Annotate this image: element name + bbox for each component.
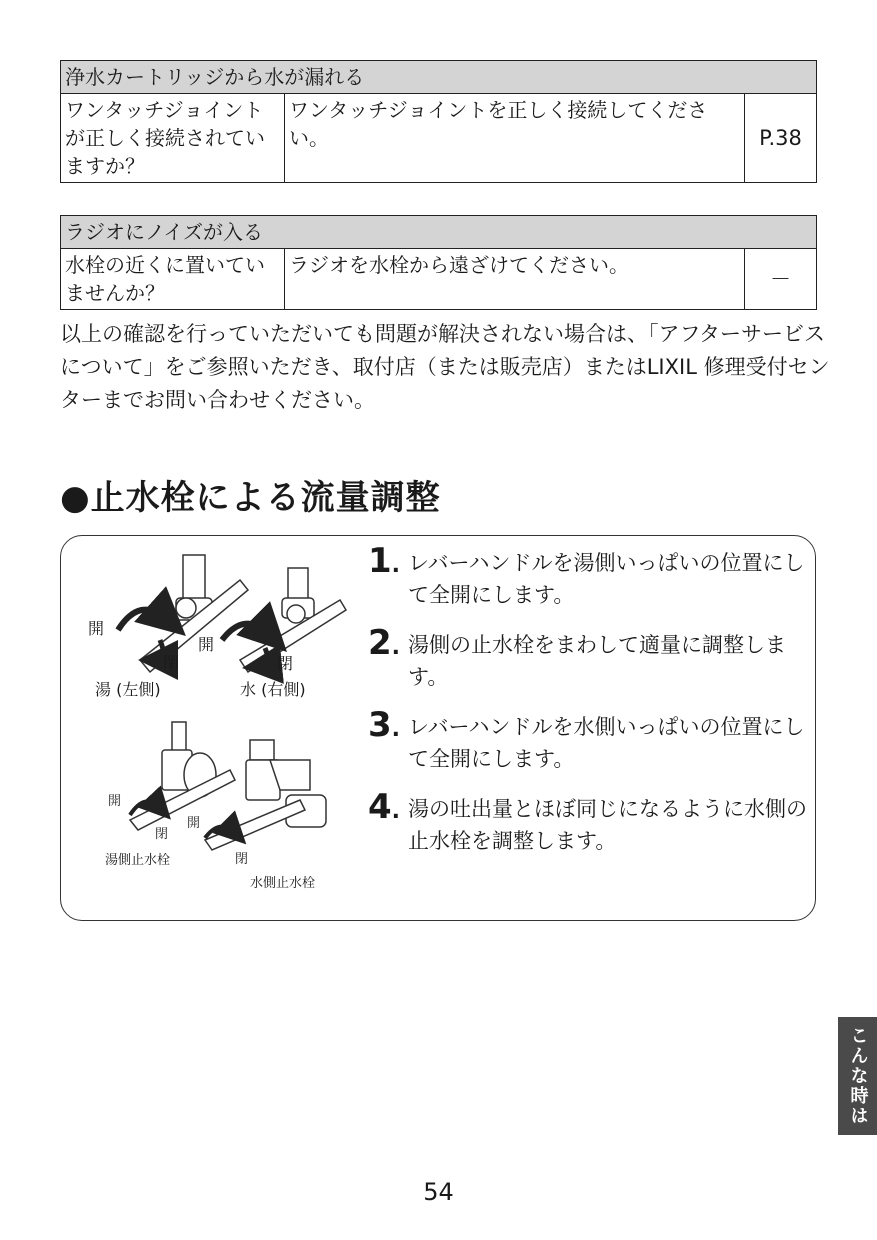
check-cell: ワンタッチジョイントが正しく接続されていますか？ xyxy=(61,94,285,183)
section-title: ●止水栓による流量調整 xyxy=(60,478,441,518)
open-label: 開 xyxy=(198,635,215,654)
page-ref-cell: P.38 xyxy=(745,94,817,183)
rotate-arrow-icon xyxy=(222,624,270,640)
step-text: レバーハンドルを水側いっぱいの位置にして全開にします。 xyxy=(408,715,805,771)
step-item xyxy=(368,787,808,857)
close-label: 閉 xyxy=(277,654,294,673)
open-label: 開 xyxy=(187,816,201,831)
hot-valve-label: 湯側止水栓 xyxy=(105,853,171,868)
check-cell: 水栓の近くに置いていませんか？ xyxy=(61,249,285,310)
step-number: 3 . xyxy=(368,707,400,748)
step-number: 4 . xyxy=(368,789,400,830)
cold-valve-label: 水側止水栓 xyxy=(250,876,316,891)
step-item xyxy=(368,541,808,611)
action-cell: ワンタッチジョイントを正しく接続してください。 xyxy=(285,94,745,183)
step-list xyxy=(368,541,808,875)
hot-side-label: 湯 (左側) xyxy=(95,680,161,699)
page-ref-cell: － xyxy=(745,249,817,310)
step-text: 湯の吐出量とほぼ同じになるように水側の止水栓を調整します。 xyxy=(408,797,807,853)
table-header: 浄水カートリッジから水が漏れる xyxy=(61,61,817,94)
step-item xyxy=(368,705,808,775)
page-number: 54 xyxy=(423,1178,454,1206)
open-label: 開 xyxy=(88,619,105,638)
support-note: 以上の確認を行っていただいても問題が解決されない場合は、「アフターサービスについて」をご参照いただき、取付店（または販売店）またはLIXIL 修理受付センターまでお問い合わせください。 xyxy=(60,322,830,412)
table-header: ラジオにノイズが入る xyxy=(61,216,817,249)
step-text: 湯側の止水栓をまわして適量に調整します。 xyxy=(408,633,786,689)
step-text: レバーハンドルを湯側いっぱいの位置にして全開にします。 xyxy=(408,551,805,607)
chapter-side-tab: こんな時は xyxy=(838,1017,877,1135)
rotate-arrow-icon xyxy=(118,610,168,630)
step-number: 2 . xyxy=(368,625,400,666)
cold-side-label: 水 (右側) xyxy=(240,680,306,699)
close-label: 閉 xyxy=(163,653,180,672)
step-number: 1 . xyxy=(368,543,400,584)
action-cell: ラジオを水栓から遠ざけてください。 xyxy=(285,249,745,310)
close-label: 閉 xyxy=(155,827,169,842)
close-label: 閉 xyxy=(235,852,249,867)
step-item xyxy=(368,623,808,693)
open-label: 開 xyxy=(108,794,122,809)
